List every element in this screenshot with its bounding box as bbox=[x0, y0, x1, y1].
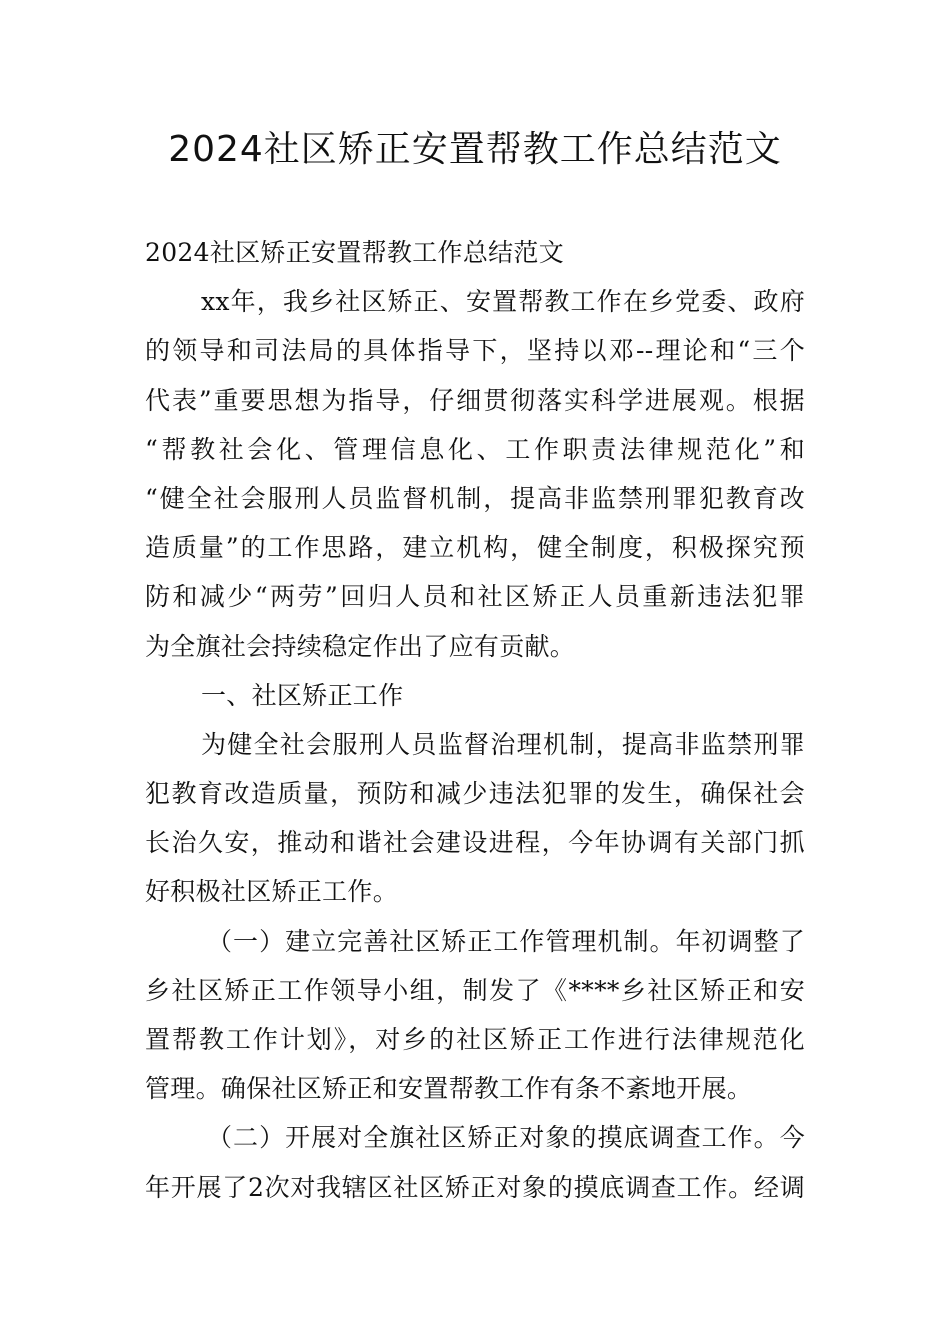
body-line: 的领导和司法局的具体指导下，坚持以邓--理论和“三个 bbox=[145, 336, 805, 366]
body-line: 乡社区矫正工作领导小组，制发了《****乡社区矫正和安 bbox=[145, 975, 805, 1005]
body-line: 置帮教工作计划》，对乡的社区矫正工作进行法律规范化 bbox=[145, 1025, 805, 1054]
body-line: 长治久安，推动和谐社会建设进程，今年协调有关部门抓 bbox=[145, 828, 805, 858]
body-line-subtitle: 2024社区矫正安置帮教工作总结范文 bbox=[145, 238, 565, 267]
body-line: 为健全社会服刑人员监督治理机制，提高非监禁刑罪 bbox=[201, 729, 805, 759]
body-line: “帮教社会化、管理信息化、工作职责法律规范化”和 bbox=[145, 434, 805, 464]
document-title: 2024社区矫正安置帮教工作总结范文 bbox=[168, 129, 782, 170]
body-line: 好积极社区矫正工作。 bbox=[145, 877, 399, 907]
body-line: （一）建立完善社区矫正工作管理机制。年初调整了 bbox=[207, 926, 805, 956]
body-line: 管理。确保社区矫正和安置帮教工作有条不紊地开展。 bbox=[145, 1074, 753, 1104]
document-body bbox=[145, 228, 805, 1212]
body-line: （二）开展对全旗社区矫正对象的摸底调查工作。今 bbox=[207, 1123, 805, 1153]
body-line: xx年，我乡社区矫正、安置帮教工作在乡党委、政府 bbox=[201, 287, 805, 317]
body-line: 年开展了2次对我辖区社区矫正对象的摸底调查工作。经调 bbox=[145, 1172, 805, 1202]
section-heading: 一、社区矫正工作 bbox=[201, 680, 404, 710]
body-line: 犯教育改造质量，预防和减少违法犯罪的发生，确保社会 bbox=[145, 779, 805, 809]
body-line: 代表”重要思想为指导，仔细贯彻落实科学进展观。根据 bbox=[145, 385, 805, 415]
body-line: “健全社会服刑人员监督机制，提高非监禁刑罪犯教育改 bbox=[145, 483, 805, 513]
body-line: 造质量”的工作思路，建立机构，健全制度，积极探究预 bbox=[145, 533, 805, 563]
body-line: 防和减少“两劳”回归人员和社区矫正人员重新违法犯罪 bbox=[145, 582, 805, 612]
body-line: 为全旗社会持续稳定作出了应有贡献。 bbox=[145, 631, 576, 661]
